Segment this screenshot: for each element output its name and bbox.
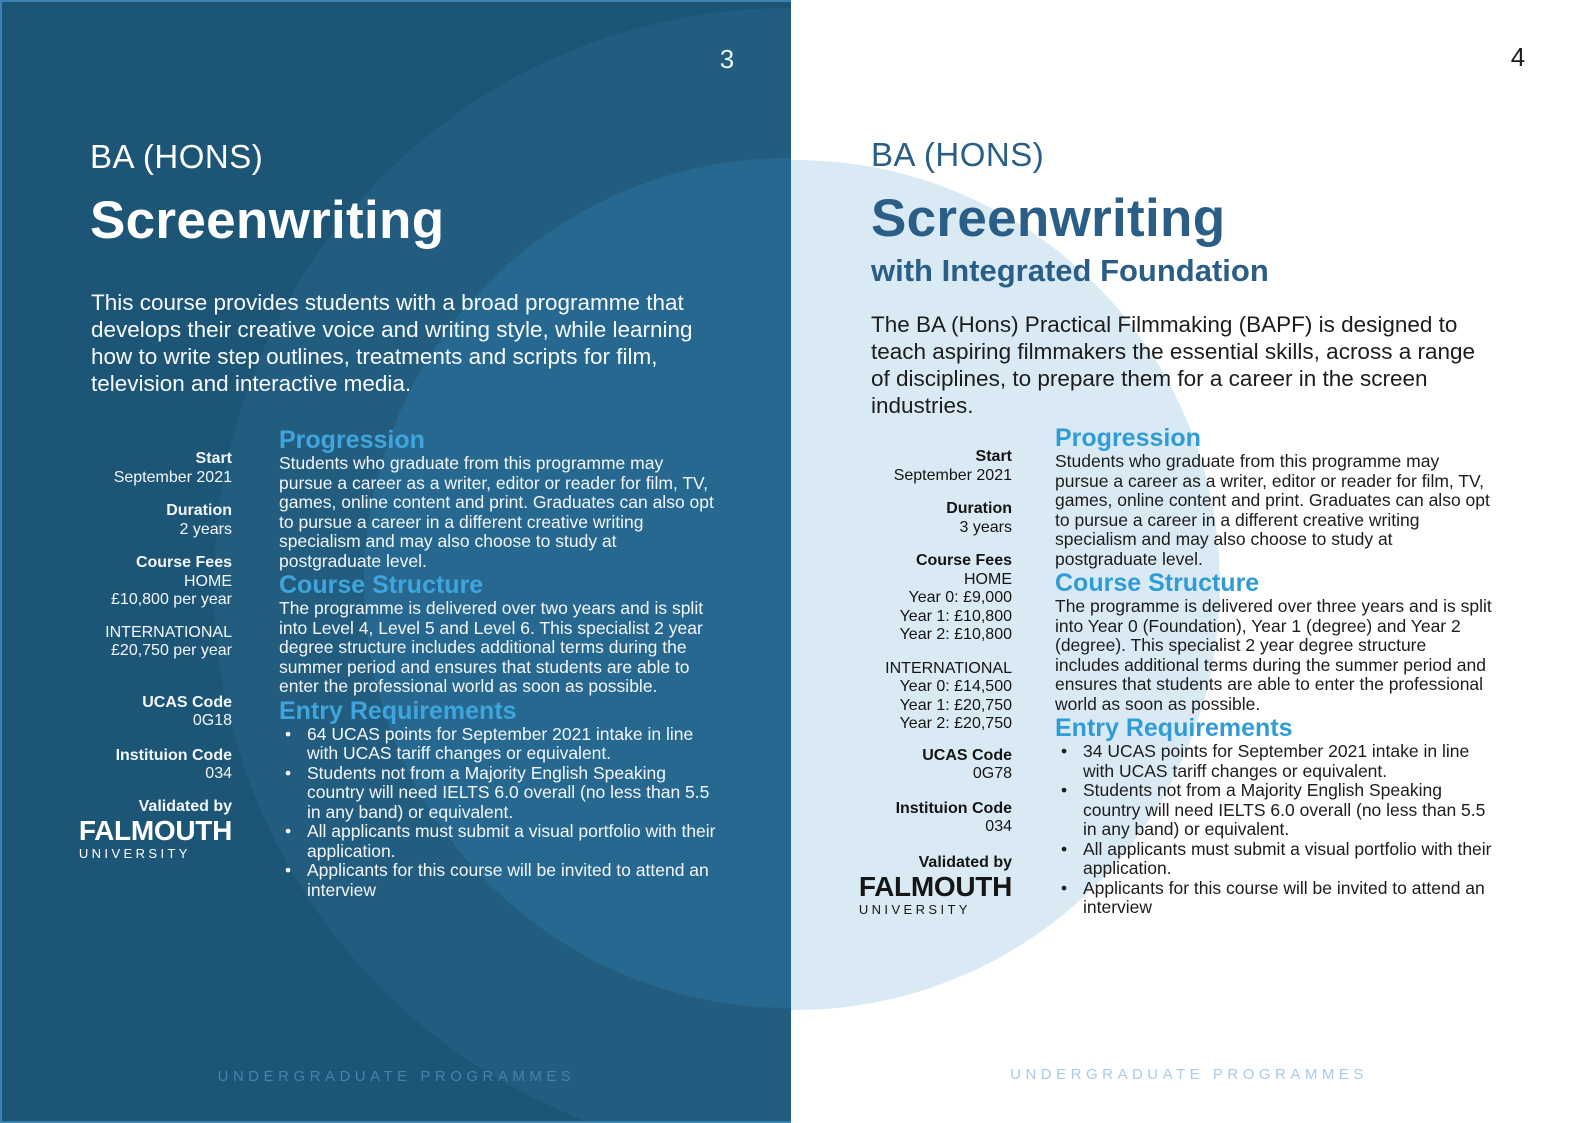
page-left-screenwriting [0, 0, 791, 1123]
institution-code-value: 034 [985, 818, 1012, 835]
duration-label: Duration [946, 500, 1012, 517]
falmouth-logo-subtext: UNIVERSITY [78, 846, 191, 861]
course-facts-sidebar [822, 448, 1012, 920]
entry-requirement-item: • 34 UCAS points for September 2021 intake in line with UCAS tariff changes or equivalent. [1055, 742, 1495, 781]
duration-value: 3 years [959, 518, 1012, 536]
course-facts-sidebar [42, 450, 232, 864]
fees-international-line: Year 0: £14,500 [899, 678, 1012, 695]
entry-requirement-item: • Applicants for this course will be invited to attend an interview [1055, 879, 1495, 918]
fees-home-label: HOME [964, 570, 1012, 588]
duration-label: Duration [166, 502, 232, 519]
falmouth-logo-wordmark: FALMOUTH [858, 871, 1012, 902]
entry-requirement-item: • Applicants for this course will be invited to attend an interview [279, 861, 716, 900]
course-details-column [1055, 424, 1495, 918]
entry-requirement-item: • 64 UCAS points for September 2021 intake in line with UCAS tariff changes or equivalent. [279, 725, 716, 764]
entry-requirement-item: • All applicants must submit a visual portfolio with their application. [279, 822, 716, 861]
course-intro: This course provides students with a broad programme that develops their creative voice and writing style, while learning how to write step outlines, treatments and scripts for film, television and interactive media. [91, 290, 693, 396]
fees-home-line: Year 0: £9,000 [908, 589, 1012, 606]
course-structure-body: The programme is delivered over two years and is split into Level 4, Level 5 and Level 6. This specialist 2 year degree structure includes additional terms during the summer period and ensures that students are able to enter the professional world as soon as possible. [279, 598, 704, 696]
section-heading-progression: Progression [279, 426, 425, 454]
section-heading-progression: Progression [1055, 424, 1201, 452]
section-heading-course-structure: Course Structure [279, 571, 484, 599]
course-title: Screenwriting [90, 191, 445, 250]
fees-home-line: £10,800 per year [111, 591, 232, 608]
course-subtitle: with Integrated Foundation [871, 253, 1269, 288]
validated-by-label: Validated by [138, 797, 232, 815]
course-fees-label: Course Fees [915, 552, 1012, 569]
ucas-code-label: UCAS Code [922, 746, 1012, 764]
degree-label: BA (HONS) [90, 138, 264, 175]
fees-international-label: INTERNATIONAL [885, 659, 1012, 677]
fees-international-line: Year 1: £20,750 [899, 696, 1012, 714]
degree-label: BA (HONS) [871, 136, 1045, 173]
fees-international-line: Year 2: £20,750 [899, 715, 1012, 732]
fees-home-label: HOME [184, 572, 232, 590]
fees-international-line: £20,750 per year [111, 642, 232, 659]
start-value: September 2021 [113, 468, 232, 486]
ucas-code-value: 0G78 [972, 765, 1012, 782]
entry-requirement-item: • Students not from a Majority English Speaking country will need IELTS 6.0 overall (no less than 5.5 in any band) or equivalent. [1055, 781, 1495, 840]
ucas-code-value: 0G18 [192, 712, 232, 729]
entry-requirement-item: • All applicants must submit a visual portfolio with their application. [1055, 840, 1495, 879]
section-heading-entry-requirements: Entry Requirements [1055, 714, 1293, 742]
fees-home-line: Year 2: £10,800 [899, 626, 1012, 643]
course-fees-label: Course Fees [135, 554, 232, 571]
duration-value: 2 years [179, 520, 232, 538]
section-heading-entry-requirements: Entry Requirements [279, 696, 517, 725]
falmouth-logo-subtext: UNIVERSITY [858, 902, 971, 917]
fees-international-label: INTERNATIONAL [105, 623, 232, 641]
progression-body: Students who graduate from this programme may pursue a career as a writer, editor or reader for film, TV, games, online content and print. Graduates can also opt to pursue a career in a different creative writing specialism and may also choose to study at postgraduate level. [1055, 451, 1490, 569]
footer-label: UNDERGRADUATE PROGRAMMES [217, 1068, 576, 1085]
ucas-code-label: UCAS Code [142, 693, 232, 711]
page-right-screenwriting-foundation [791, 0, 1587, 1123]
footer-label: UNDERGRADUATE PROGRAMMES [1010, 1066, 1368, 1083]
start-value: September 2021 [893, 466, 1012, 484]
entry-requirements-list [1055, 742, 1495, 918]
progression-body: Students who graduate from this programme may pursue a career as a writer, editor or reader for film, TV, games, online content and print. Graduates can also opt to pursue a career in a different creative writing specialism and may also choose to study at postgraduate level. [279, 453, 714, 571]
institution-code-label: Instituion Code [895, 799, 1012, 817]
course-intro: The BA (Hons) Practical Filmmaking (BAPF) is designed to teach aspiring filmmakers the essential skills, across a range of disciplines, to prepare them for a career in the screen industries. [871, 312, 1476, 418]
course-structure-body: The programme is delivered over three years and is split into Year 0 (Foundation), Year 1 (degree) and Year 2 (degree). This specialist 2 year degree structure includes additional terms during the summer period and ensures that students are able to enter the professional world as soon as possible. [1055, 596, 1492, 714]
page-number: 3 [719, 44, 735, 74]
entry-requirements-list [279, 725, 716, 901]
course-details-column [279, 426, 716, 900]
fees-home-line: Year 1: £10,800 [899, 607, 1012, 625]
institution-code-value: 034 [205, 765, 232, 782]
course-title: Screenwriting [871, 189, 1226, 248]
validated-by-label: Validated by [918, 853, 1012, 871]
section-heading-course-structure: Course Structure [1055, 569, 1260, 597]
start-label: Start [975, 448, 1012, 465]
institution-code-label: Instituion Code [115, 746, 232, 764]
page-number: 4 [1510, 42, 1526, 72]
start-label: Start [195, 450, 232, 467]
falmouth-university-logo [859, 872, 1012, 918]
falmouth-logo-wordmark: FALMOUTH [78, 815, 232, 846]
entry-requirement-item: • Students not from a Majority English Speaking country will need IELTS 6.0 overall (no less than 5.5 in any band) or equivalent. [279, 764, 716, 823]
falmouth-university-logo [79, 816, 232, 862]
